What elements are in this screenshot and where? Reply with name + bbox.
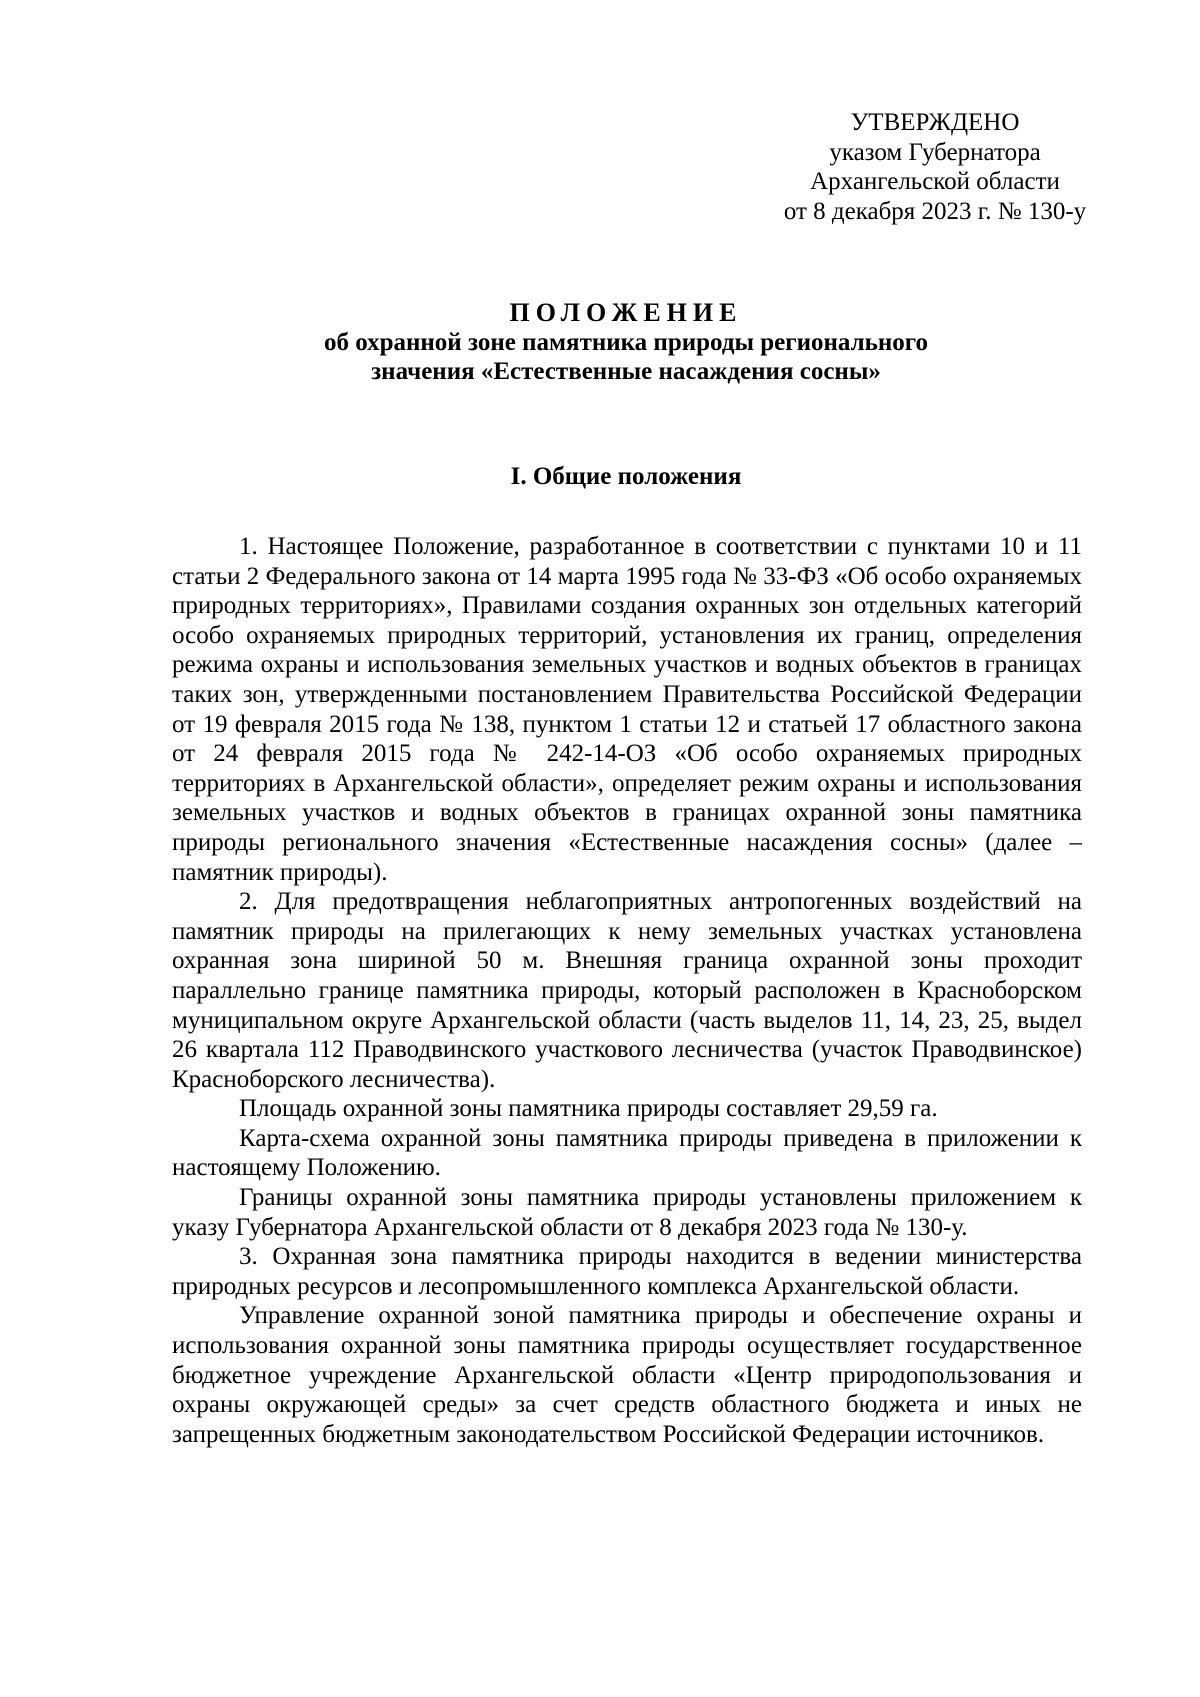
approval-block xyxy=(755,108,1115,226)
paragraph: Площадь охранной зоны памятника природы составляет 29,59 га. xyxy=(239,1095,938,1123)
paragraph: 3. Охранная зона памятника природы находится в ведении министерства природных ресурсов и лесопромышленного комплекса Архангельской области. xyxy=(172,1243,1082,1300)
paragraph: Границы охранной зоны памятника природы установлены приложением к указу Губернатора Архангельской области от 8 декабря 2023 года № 130-у. xyxy=(172,1184,1082,1241)
paragraph: Карта-схема охранной зоны памятника природы приведена в приложении к настоящему Положению. xyxy=(172,1124,1082,1182)
body-text xyxy=(172,532,1082,1449)
approval-stamp: УТВЕРЖДЕНО xyxy=(850,109,1020,136)
document-subtitle-line: значения «Естественные насаждения сосны» xyxy=(371,358,881,385)
document-subtitle-line: об охранной зоне памятника природы регионального xyxy=(323,329,929,356)
approval-line: указом Губернатора xyxy=(829,138,1041,166)
paragraph: 2. Для предотвращения неблагоприятных антропогенных воздействий на памятник природы на прилегающих к нему земельных участках установлена охранная зона шириной 50 м. Внешняя граница охранной зоны проходит параллельно границе памятника природы, который расположен в Красноборском муниципальном округе Архангельской области (часть выделов 11, 14, 23, 25, выдел 26 квартала 112 Праводвинского участкового лесничества (участок Праводвинское) Красноборского лесничества). xyxy=(172,888,1082,1093)
approval-line: Архангельской области xyxy=(810,168,1060,195)
section-heading: I. Общие положения xyxy=(510,463,742,490)
document-title-block xyxy=(170,298,1082,386)
paragraph: 1. Настоящее Положение, разработанное в соответствии с пунктами 10 и 11 статьи 2 Федерального закона от 14 марта 1995 года № 33-ФЗ «Об особо охраняемых природных территориях», Правилами создания охранных зон отдельных категорий особо охраняемых природных территорий, установления их границ, определения режима охраны и использования земельных участков и водных объектов в границах таких зон, утвержденными постановлением Правительства Российской Федерации от 19 февраля 2015 года № 138, пунктом 1 статьи 12 и статьей 17 областного закона от 24 февраля 2015 года № 242-14-ОЗ «Об особо охраняемых природных территориях в Архангельской области», определяет режим охраны и использования земельных участков и водных объектов в границах охранной зоны памятника природы регионального значения «Естественные насаждения сосны» (далее – памятник природы). xyxy=(172,533,1082,886)
document-title: ПОЛОЖЕНИЕ xyxy=(509,298,743,327)
paragraph: Управление охранной зоной памятника природы и обеспечение охраны и использования охранной зоны памятника природы осуществляет государственное бюджетное учреждение Архангельской области «Центр природопользования и охраны окружающей среды» за счет средств областного бюджета и иных не запрещенных бюджетным законодательством Российской Федерации источников. xyxy=(172,1302,1082,1448)
approval-date-line: от 8 декабря 2023 г. № 130-у xyxy=(783,197,1087,225)
